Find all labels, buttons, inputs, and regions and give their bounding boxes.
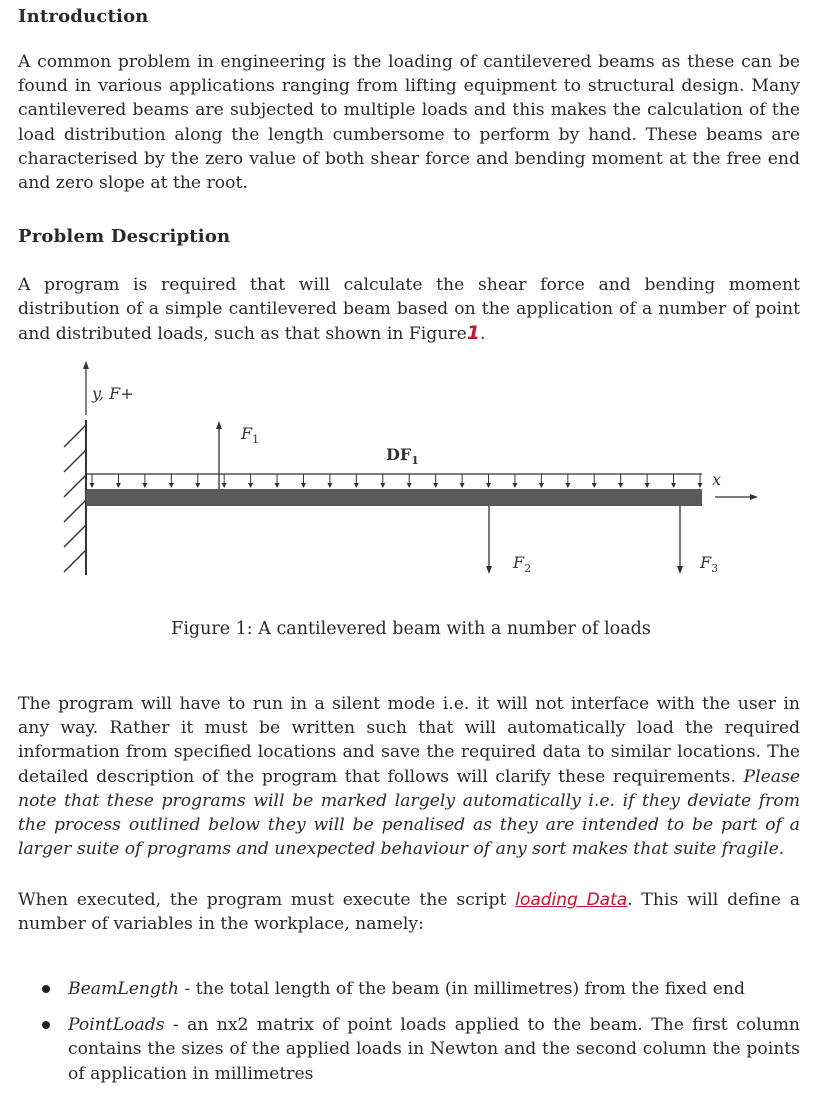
distributed-load-arrowhead: [354, 483, 359, 488]
distributed-load-arrowhead: [618, 483, 623, 488]
load-f1-label-main: F: [241, 424, 253, 443]
distributed-load-arrowhead: [539, 483, 544, 488]
script-paragraph: [18, 888, 800, 936]
distributed-load-arrowhead: [486, 483, 491, 488]
problem-description-paragraph: [18, 273, 800, 347]
list-item: [40, 977, 800, 1001]
load-f3-label: [699, 553, 718, 575]
variable-term: BeamLength: [68, 979, 179, 999]
introduction-paragraph: A common problem in engineering is the loading of cantilevered beams as these can be found in various applications ranging from lifting equipment to structural design. Many cantilevered beams are subjected to multiple loads and this makes the calculation of the load distribution along the length cumbersome to perform by hand. These beams are characterised by the zero value of both shear force and bending moment at the free end and zero slope at the root.: [18, 52, 800, 194]
script-text-end: . This will define a number of variables in the workplace, namely:: [18, 890, 800, 935]
list-item: [40, 1013, 800, 1086]
figure-caption: Figure 1: A cantilevered beam with a number of loads: [171, 619, 651, 639]
distributed-load-arrowhead: [433, 483, 438, 488]
load-f1-label: [240, 424, 259, 446]
distributed-load-arrowhead: [592, 483, 597, 488]
load-df1-label-main: DF: [386, 445, 412, 464]
section-heading-introduction: Introduction: [18, 6, 149, 27]
load-f2-label-sub: 2: [524, 562, 532, 575]
beam: [86, 489, 702, 506]
distributed-load-arrowhead: [407, 483, 412, 488]
distributed-load-arrowhead: [671, 483, 676, 488]
program-text: The program will have to run in a silent mode i.e. it will not interface with the user in any way. Rather it must be written such that will automatically load the required information from specified locations and save the required data to similar locations. The detailed description of the program that follows will clarify these requirements.: [18, 694, 800, 787]
distributed-load-arrowhead: [301, 483, 306, 488]
distributed-load-arrowhead: [460, 483, 465, 488]
load-f3-label-main: F: [700, 553, 712, 572]
problem-text-end: .: [479, 324, 486, 345]
program-note-italic: Please note that these programs will be marked largely automatically i.e. if they deviate from the process outlined below they will be penalised as they are intended to be part of a larger suite of programs and unexpected behaviour of any sort makes that suite fragile.: [18, 766, 800, 860]
distributed-load-arrowhead: [698, 483, 703, 488]
bullet-icon: [42, 985, 50, 993]
load-f3-label-sub: 3: [711, 562, 719, 575]
distributed-load-arrowhead: [116, 483, 121, 488]
distributed-load-arrowhead: [142, 483, 147, 488]
distributed-load-arrowhead: [222, 483, 227, 488]
distributed-load-arrowhead: [512, 483, 517, 488]
problem-text: A program is required that will calculate the shear force and bending moment distribution of a simple cantilevered beam based on the application of a number of point and distributed loads, such as that shown in Figure: [18, 275, 800, 345]
load-f2-label: [512, 553, 531, 575]
distributed-load-arrowhead: [90, 483, 95, 488]
x-axis-arrowhead: [750, 494, 758, 500]
variable-description: - an nx2 matrix of point loads applied to the beam. The first column contains the sizes of the applied loads in Newton and the second column the points of application in millimetres: [68, 1015, 800, 1084]
y-axis-arrowhead: [83, 361, 89, 369]
bullet-icon: [42, 1021, 50, 1029]
section-heading-problem-description: Problem Description: [18, 226, 231, 247]
distributed-load-arrowhead: [380, 483, 385, 488]
handwritten-script-name: loading Data: [515, 890, 628, 910]
load-f1-label-sub: 1: [252, 433, 260, 446]
y-axis-label: y, F+: [92, 384, 134, 403]
handwritten-figure-number: 1: [466, 322, 480, 345]
load-f3-arrowhead: [677, 566, 683, 574]
wall-hatching: [64, 425, 86, 572]
distributed-load-arrowhead: [169, 483, 174, 488]
distributed-load-arrowhead: [195, 483, 200, 488]
distributed-load-arrowhead: [275, 483, 280, 488]
load-df1-label: [386, 445, 419, 467]
x-axis-label: x: [712, 470, 722, 489]
load-f2-label-main: F: [513, 553, 525, 572]
load-f1-arrowhead: [216, 421, 222, 429]
distributed-load-arrowhead: [565, 483, 570, 488]
variable-description: - the total length of the beam (in millimetres) from the fixed end: [178, 979, 745, 999]
variables-list: [40, 977, 800, 1098]
load-f2-arrowhead: [486, 566, 492, 574]
distributed-load-arrowhead: [248, 483, 253, 488]
variable-term: PointLoads: [68, 1015, 165, 1036]
distributed-load-arrowhead: [645, 483, 650, 488]
distributed-load-arrowhead: [327, 483, 332, 488]
program-paragraph: [18, 692, 800, 861]
cantilever-beam-figure: [0, 355, 822, 605]
load-df1-label-sub: 1: [411, 454, 419, 467]
distributed-load-arrows: [90, 474, 703, 488]
script-text: When executed, the program must execute the script: [18, 890, 507, 910]
